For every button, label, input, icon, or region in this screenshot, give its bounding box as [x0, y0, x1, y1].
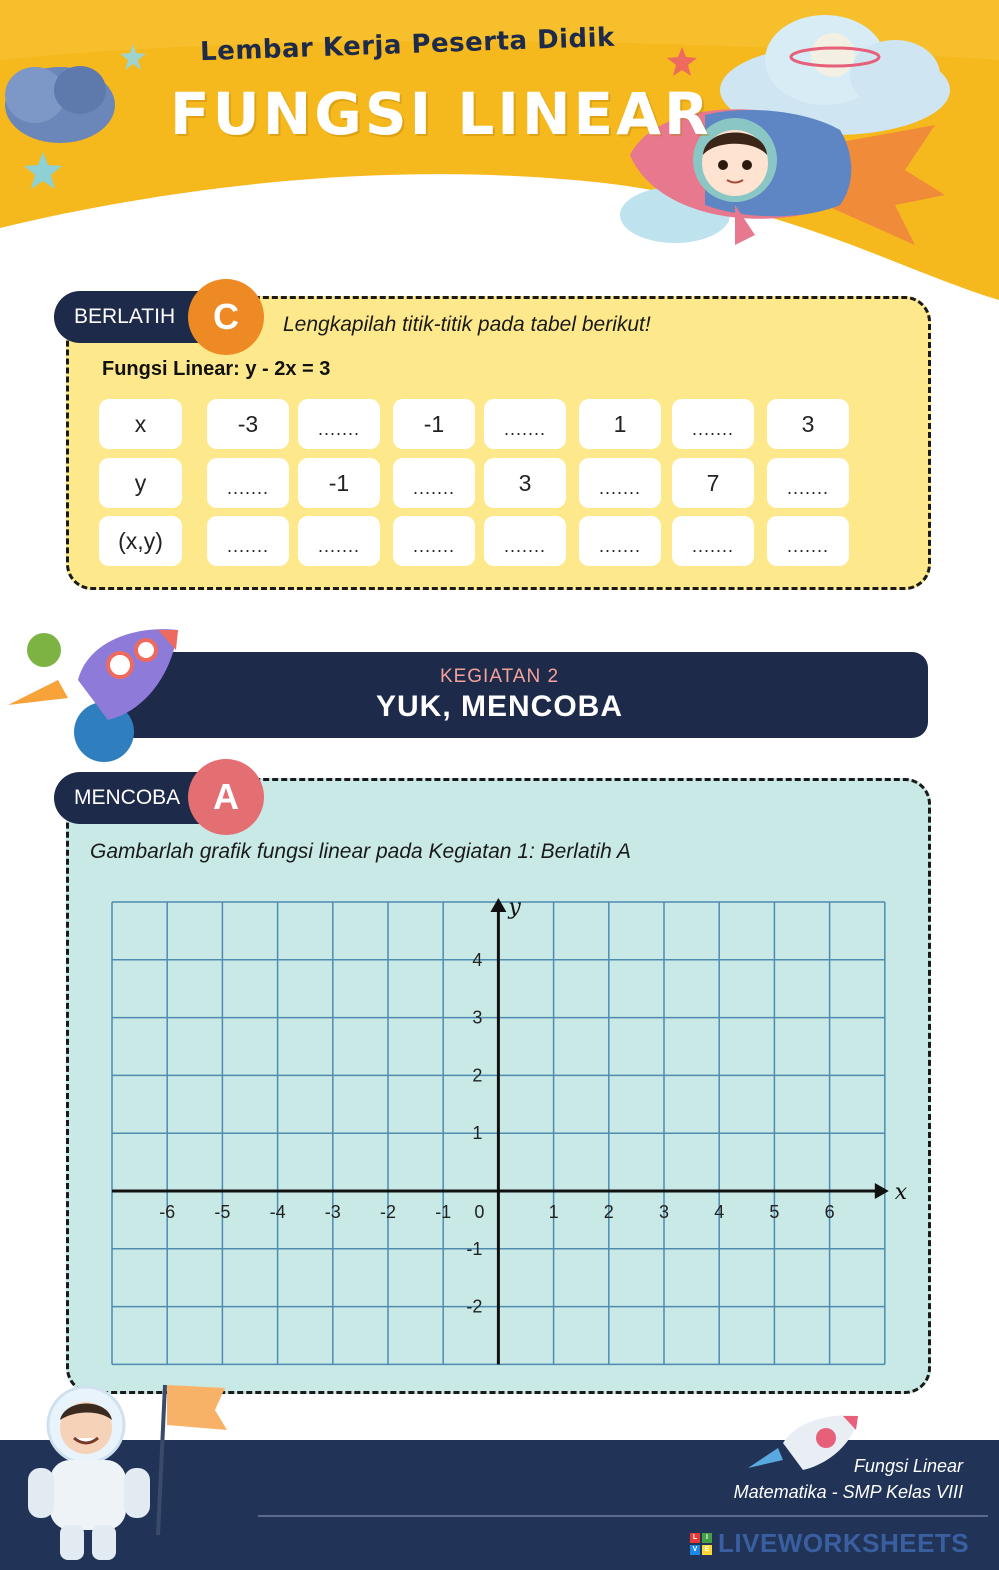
- y-tick-label: -2: [466, 1296, 483, 1317]
- brand-logo-letter: E: [702, 1545, 712, 1555]
- star-icon: [22, 150, 64, 192]
- answer-blank[interactable]: .......: [484, 399, 566, 449]
- berlatih-tag: BERLATIH: [54, 291, 234, 343]
- table-cell: -1: [393, 399, 475, 449]
- table-cell: -3: [207, 399, 289, 449]
- y-tick-label: 4: [472, 949, 483, 970]
- answer-blank[interactable]: .......: [207, 458, 289, 508]
- function-label: Fungsi Linear: y - 2x = 3: [102, 358, 331, 380]
- answer-blank[interactable]: .......: [672, 399, 754, 449]
- table-row-header: (x,y): [99, 516, 182, 566]
- x-tick-label: 1: [548, 1202, 559, 1222]
- table-row-header: x: [99, 399, 182, 449]
- answer-blank[interactable]: .......: [672, 516, 754, 566]
- x-tick-label: 2: [603, 1202, 614, 1222]
- astronaut-icon: [20, 1380, 240, 1565]
- footer-rocket-icon: [748, 1408, 863, 1478]
- origin-label: 0: [474, 1202, 485, 1222]
- page-title: FUNGSI LINEAR: [170, 80, 712, 148]
- table-cell: 7: [672, 458, 754, 508]
- table-cell: 1: [579, 399, 661, 449]
- rocket-icon: [8, 620, 188, 770]
- table-row-header: y: [99, 458, 182, 508]
- answer-blank[interactable]: .......: [393, 516, 475, 566]
- y-tick-label: -1: [466, 1238, 483, 1259]
- brand-logo-letter: V: [690, 1545, 700, 1555]
- x-tick-label: -6: [159, 1202, 176, 1222]
- worksheet-subtitle: Lembar Kerja Peserta Didik: [199, 22, 616, 68]
- mencoba-instruction: Gambarlah grafik fungsi linear pada Kegiatan 1: Berlatih A: [90, 840, 631, 863]
- page-header: [0, 0, 999, 310]
- cloud-left-icon: [0, 50, 120, 150]
- answer-blank[interactable]: .......: [298, 516, 380, 566]
- berlatih-instruction: Lengkapilah titik-titik pada tabel berikut!: [283, 313, 651, 336]
- x-tick-label: -2: [379, 1202, 397, 1222]
- answer-blank[interactable]: .......: [207, 516, 289, 566]
- x-tick-label: -3: [324, 1202, 341, 1222]
- y-tick-label: 3: [472, 1007, 483, 1028]
- kegiatan-title: YUK, MENCOBA: [375, 690, 623, 723]
- answer-blank[interactable]: .......: [298, 399, 380, 449]
- star-icon: [118, 42, 148, 72]
- brand-logo-icon: [690, 1533, 712, 1555]
- x-axis-arrow-icon: [875, 1183, 889, 1199]
- table-cell: 3: [484, 458, 566, 508]
- brand-logo-letter: L: [690, 1533, 700, 1543]
- x-tick-label: 3: [658, 1202, 670, 1222]
- y-axis-label: y: [508, 895, 521, 920]
- answer-blank[interactable]: .......: [767, 516, 849, 566]
- table-cell: 3: [767, 399, 849, 449]
- x-tick-label: 4: [714, 1202, 725, 1222]
- berlatih-letter-badge: C: [188, 279, 264, 355]
- x-tick-label: -4: [269, 1202, 286, 1222]
- mencoba-letter-badge: A: [188, 759, 264, 835]
- footer-topic: Fungsi Linear: [853, 1456, 963, 1476]
- y-tick-label: 1: [472, 1123, 483, 1144]
- x-tick-label: 6: [824, 1202, 835, 1222]
- answer-blank[interactable]: .......: [579, 458, 661, 508]
- answer-blank[interactable]: .......: [393, 458, 475, 508]
- y-axis-arrow-icon: [490, 898, 506, 912]
- x-axis-label: x: [894, 1180, 908, 1205]
- footer-divider: [258, 1515, 988, 1517]
- coordinate-grid[interactable]: [100, 890, 920, 1380]
- table-cell: -1: [298, 458, 380, 508]
- mencoba-tag: MENCOBA: [54, 772, 234, 824]
- answer-blank[interactable]: .......: [767, 458, 849, 508]
- answer-blank[interactable]: .......: [579, 516, 661, 566]
- x-tick-label: 5: [769, 1202, 780, 1222]
- x-tick-label: -1: [435, 1202, 452, 1222]
- brand-logo-letter: I: [702, 1533, 712, 1543]
- planet-icon: [788, 25, 883, 85]
- brand-logo: [690, 1528, 969, 1559]
- footer-subject: Matematika - SMP Kelas VIII: [733, 1482, 963, 1502]
- x-tick-label: -5: [214, 1202, 231, 1222]
- answer-blank[interactable]: .......: [484, 516, 566, 566]
- y-tick-label: 2: [472, 1065, 483, 1086]
- star-icon: [665, 45, 699, 79]
- kegiatan-kicker: KEGIATAN 2: [439, 666, 560, 687]
- brand-name: LIVEWORKSHEETS: [718, 1528, 970, 1558]
